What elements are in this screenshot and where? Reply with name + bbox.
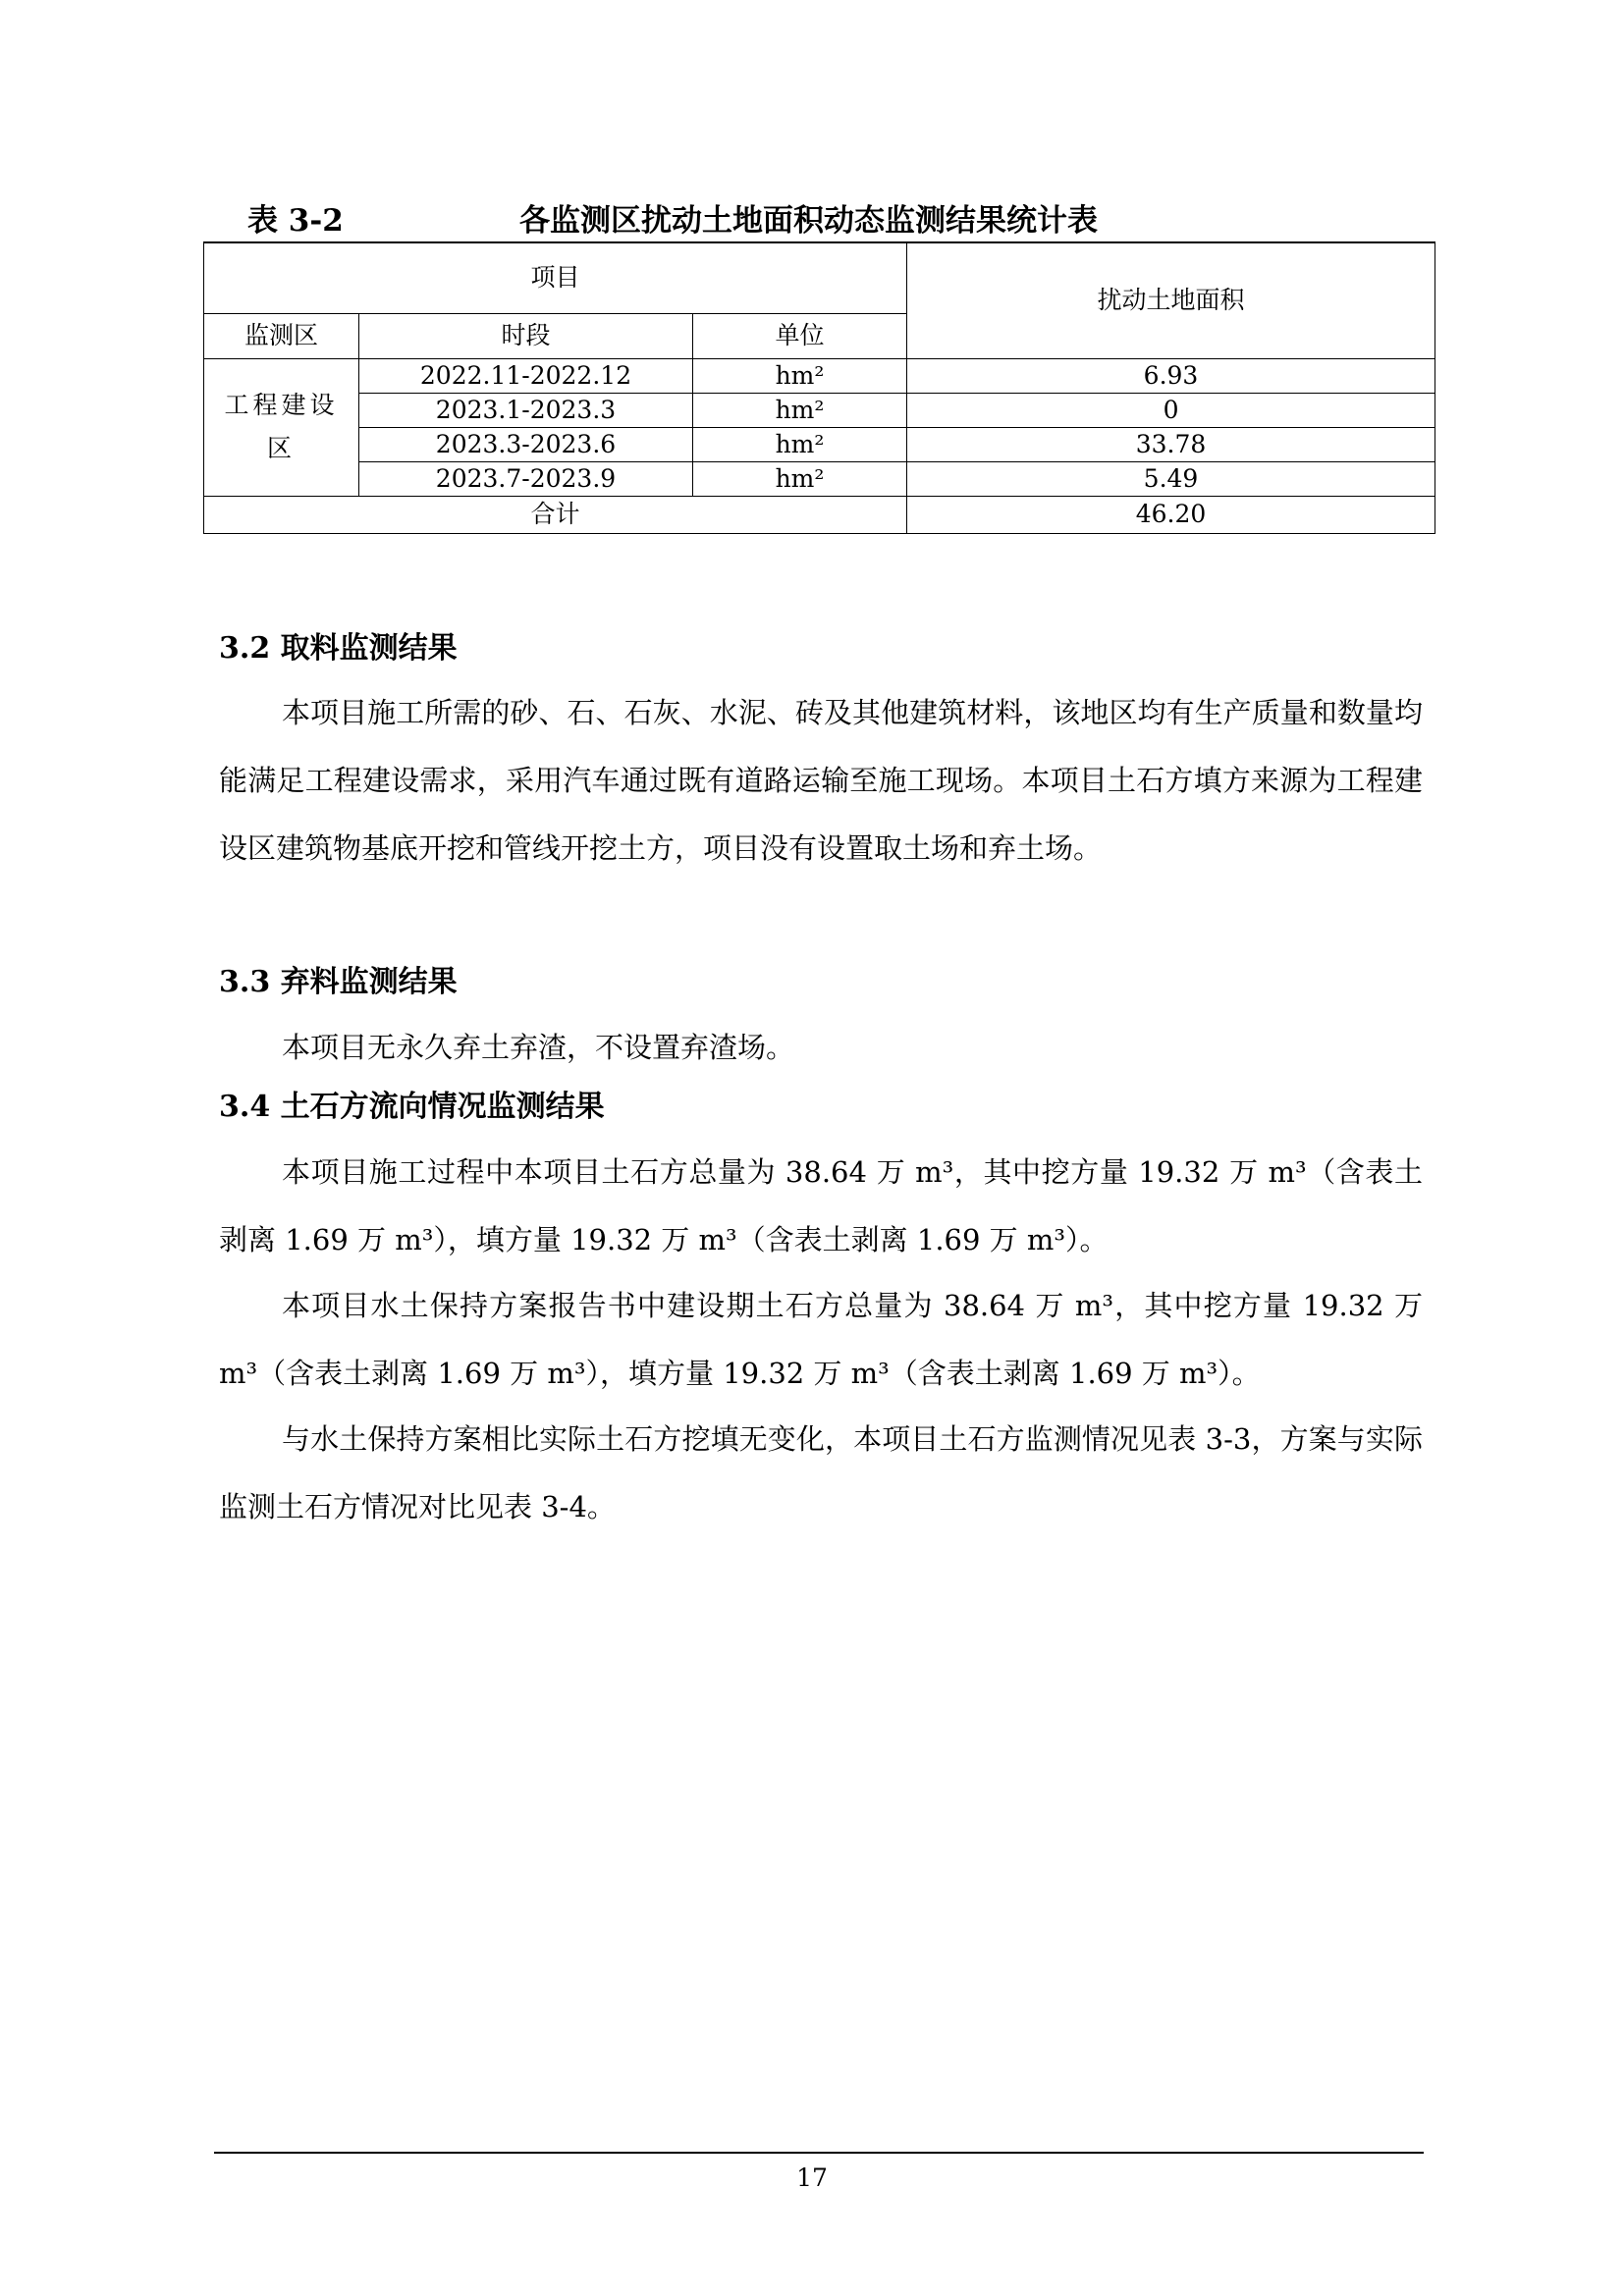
period-cell: 2022.11-2022.12 (359, 358, 693, 393)
paragraph: 本项目施工所需的砂、石、石灰、水泥、砖及其他建筑材料，该地区均有生产质量和数量均能满足工程建设需求，采用汽车通过既有道路运输至施工现场。本项目土石方填方来源为工程建设区建筑物基底开挖和管线开挖土方，项目没有设置取土场和弃土场。 (219, 696, 1423, 865)
paragraph: 与水土保持方案相比实际土石方挖填无变化，本项目土石方监测情况见表 3-3，方案与实际监测土石方情况对比见表 3-4。 (219, 1422, 1423, 1523)
paragraph: 本项目施工过程中本项目土石方总量为 38.64 万 m³，其中挖方量 19.32 万 m³（含表土剥离 1.69 万 m³），填方量 19.32 万 m³（含表土剥离 1.69 万 m³）。 (219, 1155, 1423, 1256)
zone-name-cell (204, 358, 359, 496)
zone-name: 工程建设区 (224, 391, 339, 462)
value-cell: 6.93 (907, 358, 1435, 393)
unit-cell: hm² (693, 461, 907, 496)
table-row (204, 427, 1435, 461)
period-cell: 2023.1-2023.3 (359, 393, 693, 427)
header-unit: 单位 (693, 313, 907, 358)
table-row (204, 358, 1435, 393)
section-heading: 3.2 取料监测结果 (219, 631, 458, 666)
value-cell: 5.49 (907, 461, 1435, 496)
period-cell: 2023.7-2023.9 (359, 461, 693, 496)
header-item: 项目 (204, 242, 907, 313)
table-row (204, 393, 1435, 427)
total-label: 合计 (204, 496, 907, 533)
table-title: 各监测区扰动土地面积动态监测结果统计表 (519, 203, 1098, 239)
total-row (204, 496, 1435, 533)
header-zone: 监测区 (204, 313, 359, 358)
total-value: 46.20 (907, 496, 1435, 533)
page-number: 17 (796, 2163, 828, 2192)
period-cell: 2023.3-2023.6 (359, 427, 693, 461)
table-row (204, 461, 1435, 496)
footer-rule (214, 2152, 1424, 2154)
value-cell: 33.78 (907, 427, 1435, 461)
unit-cell: hm² (693, 358, 907, 393)
section-heading: 3.3 弃料监测结果 (219, 965, 458, 999)
header-period: 时段 (359, 313, 693, 358)
header-area: 扰动土地面积 (907, 242, 1435, 358)
value-cell: 0 (907, 393, 1435, 427)
table-number: 表 3-2 (247, 203, 344, 239)
paragraph: 本项目无永久弃土弃渣，不设置弃渣场。 (282, 1031, 795, 1064)
section-heading: 3.4 土石方流向情况监测结果 (219, 1090, 605, 1124)
disturbed-land-table (203, 241, 1435, 534)
unit-cell: hm² (693, 427, 907, 461)
unit-cell: hm² (693, 393, 907, 427)
paragraph: 本项目水土保持方案报告书中建设期土石方总量为 38.64 万 m³，其中挖方量 19.32 万 m³（含表土剥离 1.69 万 m³），填方量 19.32 万 m³（含表土剥离 1.69 万 m³）。 (219, 1289, 1423, 1390)
